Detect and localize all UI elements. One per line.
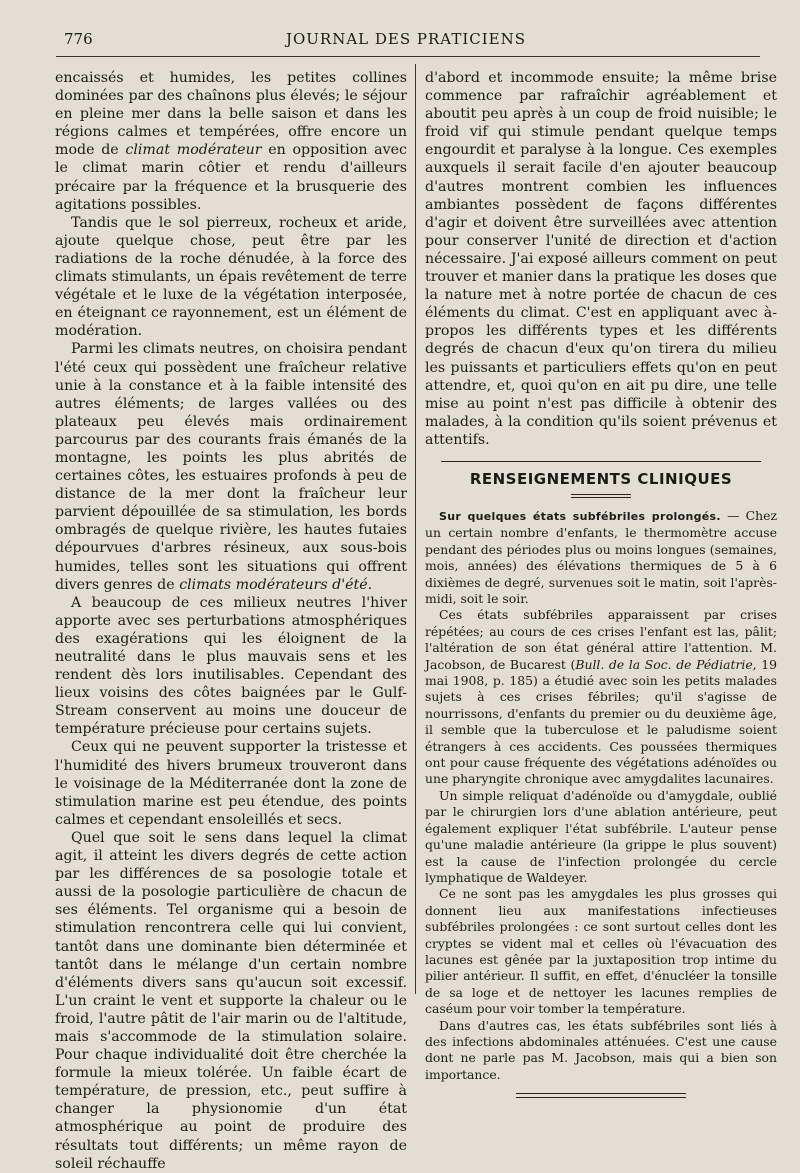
right-paragraph-1: d'abord et incommode ensuite; la même brise commence par rafraîchir agréablement et aboutit peu après à un coup de froid nuisible; le froid vif qui stimule pendant quelque temps engourdit et paralyse à la longue. Ces exemples auxquels il serait facile d'en ajouter beaucoup d'autres montrent combien les influences ambiantes possèdent de façons différentes d'agir et doivent être surveillées avec attention pour conserver l'unité de direction et d'action nécessaire. J'ai exposé ailleurs comment on peut trouver et manier dans la pratique les doses que la nature met à notre portée de chacun de ces éléments du climat. C'est en appliquant avec à-propos les différents types et les différents degrés de chacun d'eux qu'on tirera du milieu les puissants et particuliers effets qu'on en peut attendre, et, quoi qu'on en ait pu dire, une telle mise au point n'est pas difficile à obtenir des malades, à la condition qu'ils soient prévenus et attentifs. bbox=[425, 70, 777, 448]
left-paragraph-3: Parmi les climats neutres, on choisira pendant l'été ceux qui possèdent une fraîcheur relative unie à la constance et à la faible intensité des autres éléments; de larges vallées ou des plateaux peu élevés mais ordinairement parcourus par des courants frais émanés de la montagne, les points les plus abrités de certaines côtes, les estuaires profonds à peu de distance de la mer dont la fraîcheur leur parvient dépouillée de sa stimulation, les bords ombragés de quelque rivière, les hautes futaies dépourvues d'arbres résineux, aux sous-bois humides, telles sont les situations qui offrent divers genres de climats modérateurs d'été. bbox=[55, 341, 407, 593]
clinical-paragraph-4: Ce ne sont pas les amygdales les plus grosses qui donnent lieu aux manifestations infectieuses subfébriles prolongées : ce sont surtout celles dont les cryptes se vident mal et celles où l'évacuation des lacunes est gênée par la juxtaposition trop intime du pilier antérieur. Il suffit, en effet, d'énucléer la tonsille de sa loge et de nettoyer les lacunes remplies de caséum pour voir tomber la température. bbox=[425, 886, 777, 1017]
climat-moderateur-term: climat modérateur bbox=[125, 142, 262, 159]
left-paragraph-6: Quel que soit le sens dans lequel la climat agit, il atteint les divers degrés de cette action par les différences de sa posologie totale et aussi de la posologie particulière de chacun de ses éléments. Tel organisme qui a besoin de stimulation rencontrera celle qui lui convient, tantôt dans une dominante bien déterminée et tantôt dans le mélange d'un certain nombre d'éléments divers sans qu'aucun soit excessif. L'un craint le vent et supporte la chaleur ou le froid, l'autre pâtit de l'air marin ou de l'altitude, mais s'accommode de la stimulation solaire. Pour chaque individualité doit être cherchée la formule la mieux tolérée. Un faible écart de température, de pression, etc., peut suffire à changer la physionomie d'un état atmosphérique au point de produire des résultats tout différents; un même rayon de soleil réchauffe bbox=[55, 829, 407, 1172]
climats-ete-term: climats modérateurs d'été bbox=[179, 576, 368, 593]
clinical-lead: Sur quelques états subfébriles prolongés. bbox=[439, 509, 721, 523]
left-paragraph-2: Tandis que le sol pierreux, rocheux et aride, ajoute quelque chose, peut être par les radiations de la roche dénudée, à la force des climats stimulants, un épais revêtement de terre végétale et le luxe de la végétation interposée, en éteignant ce rayonnement, est un élément de modération. bbox=[55, 214, 407, 340]
clinical-paragraph-1: Sur quelques états subfébriles prolongés. — Chez un certain nombre d'enfants, le thermomètre accuse pendant des périodes plus ou moins longues (semaines, mois, années) des élévations thermiques de 5 à 6 dixièmes de degré, survenues soit le matin, soit l'après-midi, soit le soir. bbox=[425, 507, 777, 606]
header-rule bbox=[56, 56, 760, 57]
citation-journal: Bull. de la Soc. de Pédiatrie bbox=[575, 656, 753, 672]
end-rule-1 bbox=[516, 1093, 686, 1094]
left-paragraph-5: Ceux qui ne peuvent supporter la tristesse et l'humidité des hivers brumeux trouveront dans le voisinage de la Méditerranée dont la zone de stimulation marine est peu étendue, des points calmes et cependant ensoleillés et secs. bbox=[55, 739, 407, 828]
journal-title: JOURNAL DES PRATICIENS bbox=[285, 30, 527, 48]
section-rule-top bbox=[441, 461, 761, 462]
section-rule-under-2 bbox=[571, 497, 631, 498]
clinical-paragraph-3: Un simple reliquat d'adénoïde ou d'amygdale, oublié par le chirurgien lors d'une ablation antérieure, peut également expliquer l'état subfébrile. L'auteur pense qu'une maladie antérieure (la grippe le plus souvent) est la cause de l'infection prolongée du cercle lymphatique de Waldeyer. bbox=[425, 787, 777, 885]
left-paragraph-1: encaissés et humides, les petites collines dominées par des chaînons plus élevés; le séjour en pleine mer dans la belle saison et dans les régions calmes et tempérées, offre encore un mode de climat modérateur en opposition avec le climat marin côtier et rendu d'ailleurs précaire par la fréquence et la brusquerie des agitations possibles. bbox=[55, 70, 407, 213]
clinical-paragraph-2: Ces états subfébriles apparaissent par crises répétées; au cours de ces crises l'enfant est las, pâlit; l'altération de son état général attire l'attention. M. Jacobson, de Bucarest (Bull. de la Soc. de Pédiatrie, 19 mai 1908, p. 185) a étudié avec soin les petits malades sujets à ces crises fébriles; qu'il s'agisse de nourrissons, d'enfants du premier ou du deuxième âge, il semble que la tuberculose et le paludisme soient étrangers à ces accidents. Ces poussées thermiques ont pour cause fréquente des végétations adénoïdes ou une pharyngite chronique avec amygdalites lacunaires. bbox=[425, 607, 777, 787]
section-title: RENSEIGNEMENTS CLINIQUES bbox=[469, 469, 733, 488]
right-main-text bbox=[425, 69, 777, 449]
section-rule-under-1 bbox=[571, 494, 631, 495]
end-rules bbox=[425, 1093, 777, 1098]
clinical-notes bbox=[425, 508, 777, 1083]
page-number: 776 bbox=[64, 30, 93, 48]
right-column bbox=[425, 69, 777, 1101]
clinical-paragraph-5: Dans d'autres cas, les états subfébriles sont liés à des infections abdominales atténuées. C'est une cause dont ne parle pas M. Jacobson, mais qui a bien son importance. bbox=[425, 1017, 777, 1082]
end-rule-2 bbox=[516, 1097, 686, 1098]
section-header bbox=[425, 461, 777, 498]
left-column bbox=[55, 69, 407, 1173]
column-divider bbox=[415, 64, 416, 994]
page-header bbox=[56, 30, 756, 52]
left-paragraph-4: A beaucoup de ces milieux neutres l'hiver apporte avec ses perturbations atmosphériques des exagérations qui les éloignent de la neutralité dans le plus mauvais sens et les rendent dès lors inutilisables. Cependant des lieux voisins des côtes baignées par le Gulf-Stream conservent au moins une douceur de température précieuse pour certains sujets. bbox=[55, 594, 407, 738]
